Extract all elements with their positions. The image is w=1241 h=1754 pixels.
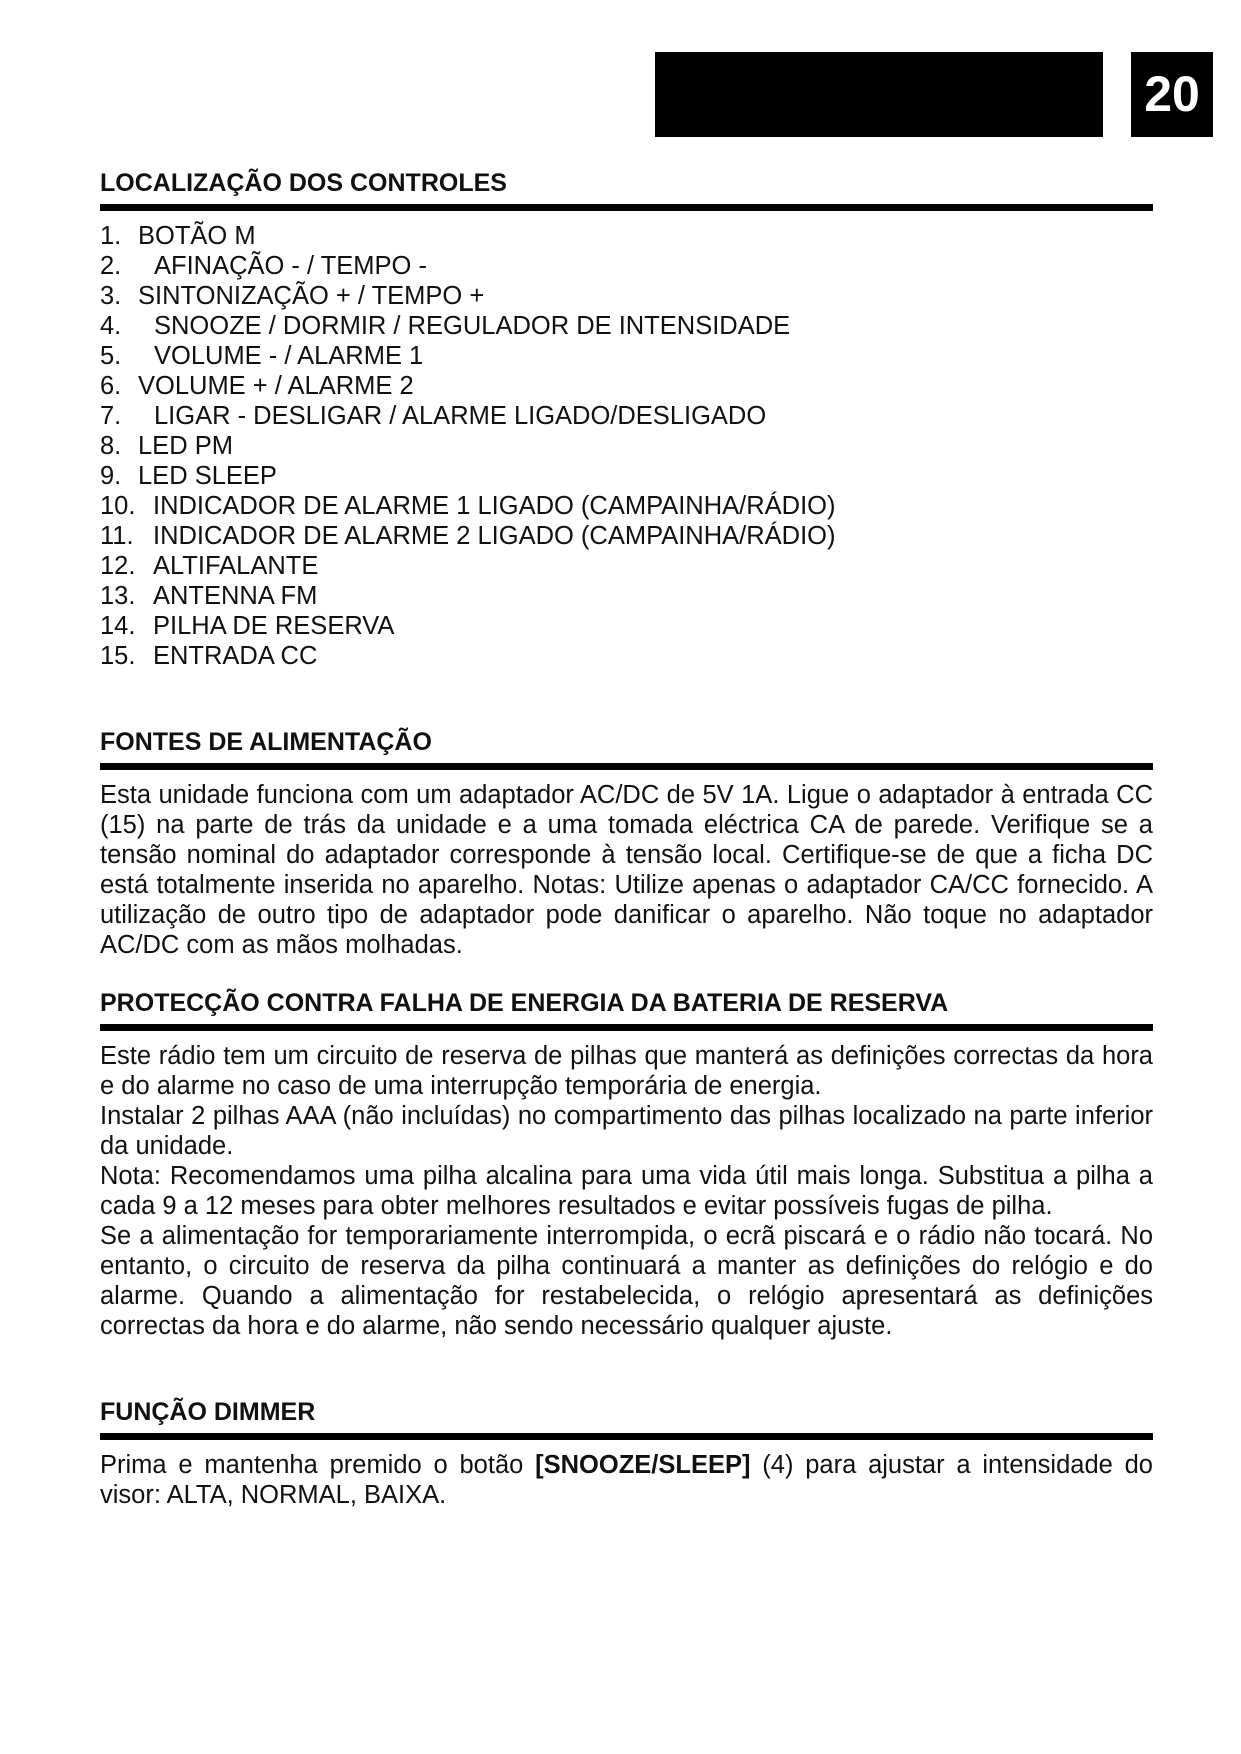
list-item	[100, 551, 1153, 581]
list-item	[100, 251, 1153, 281]
item-text: LED SLEEP	[138, 462, 277, 490]
item-number: 1.	[100, 222, 122, 250]
power-section	[100, 727, 1153, 960]
item-text: AFINAÇÃO - / TEMPO -	[154, 252, 427, 280]
item-text: INDICADOR DE ALARME 2 LIGADO (CAMPAINHA/RÁDIO)	[153, 522, 836, 550]
list-item	[100, 641, 1153, 671]
item-text: SNOOZE / DORMIR / REGULADOR DE INTENSIDADE	[154, 312, 791, 340]
item-text: ANTENNA FM	[153, 582, 318, 610]
list-item	[100, 491, 1153, 521]
snooze-sleep-button-ref: [SNOOZE/SLEEP]	[535, 1451, 751, 1479]
list-item	[100, 611, 1153, 641]
list-item	[100, 521, 1153, 551]
item-number: 5.	[100, 342, 122, 370]
item-text: ALTIFALANTE	[153, 552, 319, 580]
item-number: 4.	[100, 312, 122, 340]
backup-heading: PROTECÇÃO CONTRA FALHA DE ENERGIA DA BATERIA DE RESERVA	[100, 988, 1153, 1031]
item-number: 14.	[100, 612, 136, 640]
list-item	[100, 311, 1153, 341]
list-item	[100, 581, 1153, 611]
item-number: 7.	[100, 402, 122, 430]
item-text: ENTRADA CC	[153, 642, 318, 670]
item-text: BOTÃO M	[138, 222, 256, 250]
list-item	[100, 461, 1153, 491]
backup-paragraph-4: Se a alimentação for temporariamente interrompida, o ecrã piscará e o rádio não tocará. No entanto, o circuito de reserva da pilha continuará a manter as definições do relógio e do alarme. Quando a alimentação for restabelecida, o relógio apresentará as definições correctas da hora e do alarme, não sendo necessário qualquer ajuste.	[100, 1222, 1153, 1340]
item-number: 10.	[100, 492, 136, 520]
backup-paragraph-3: Nota: Recomendamos uma pilha alcalina para uma vida útil mais longa. Substitua a pilha a cada 9 a 12 meses para obter melhores resultados e evitar possíveis fugas de pilha.	[100, 1162, 1153, 1220]
list-item	[100, 221, 1153, 251]
list-item	[100, 401, 1153, 431]
item-text: SINTONIZAÇÃO + / TEMPO +	[138, 282, 485, 310]
list-item	[100, 371, 1153, 401]
controls-list	[100, 221, 1153, 671]
backup-section	[100, 988, 1153, 1341]
item-number: 13.	[100, 582, 136, 610]
item-number: 8.	[100, 432, 122, 460]
item-text: INDICADOR DE ALARME 1 LIGADO (CAMPAINHA/RÁDIO)	[153, 492, 836, 520]
item-text: LIGAR - DESLIGAR / ALARME LIGADO/DESLIGADO	[154, 402, 767, 430]
list-item	[100, 341, 1153, 371]
list-item	[100, 281, 1153, 311]
page-number: 20	[1131, 52, 1213, 137]
dimmer-text	[100, 1450, 1153, 1510]
item-text: PILHA DE RESERVA	[153, 612, 395, 640]
backup-paragraph-1: Este rádio tem um circuito de reserva de pilhas que manterá as definições correctas da hora e do alarme no caso de uma interrupção temporária de energia.	[100, 1042, 1153, 1100]
power-heading: FONTES DE ALIMENTAÇÃO	[100, 727, 1153, 770]
item-number: 15.	[100, 642, 136, 670]
header-bar	[655, 52, 1103, 137]
controls-heading: LOCALIZAÇÃO DOS CONTROLES	[100, 168, 1153, 211]
power-text: Esta unidade funciona com um adaptador AC/DC de 5V 1A. Ligue o adaptador à entrada CC (15) na parte de trás da unidade e a uma tomada eléctrica CA de parede. Verifique se a tensão nominal do adaptador corresponde à tensão local. Certifique-se de que a ficha DC está totalmente inserida no aparelho. Notas: Utilize apenas o adaptador CA/CC fornecido. A utilização de outro tipo de adaptador pode danificar o aparelho. Não toque no adaptador AC/DC com as mãos molhadas.	[100, 781, 1153, 959]
dimmer-heading: FUNÇÃO DIMMER	[100, 1397, 1153, 1440]
item-number: 3.	[100, 282, 122, 310]
backup-paragraph-2: Instalar 2 pilhas AAA (não incluídas) no compartimento das pilhas localizado na parte inferior da unidade.	[100, 1102, 1153, 1160]
item-text: LED PM	[138, 432, 233, 460]
dimmer-text-after: (4) para ajustar a intensidade do visor: ALTA, NORMAL, BAIXA.	[100, 1451, 1153, 1509]
dimmer-section	[100, 1397, 1153, 1510]
item-number: 6.	[100, 372, 122, 400]
controls-section	[100, 168, 1153, 671]
item-number: 9.	[100, 462, 122, 490]
dimmer-text-before: Prima e mantenha premido o botão	[100, 1451, 536, 1479]
list-item	[100, 431, 1153, 461]
item-text: VOLUME + / ALARME 2	[138, 372, 414, 400]
item-text: VOLUME - / ALARME 1	[154, 342, 424, 370]
item-number: 11.	[100, 522, 134, 550]
item-number: 12.	[100, 552, 136, 580]
item-number: 2.	[100, 252, 122, 280]
